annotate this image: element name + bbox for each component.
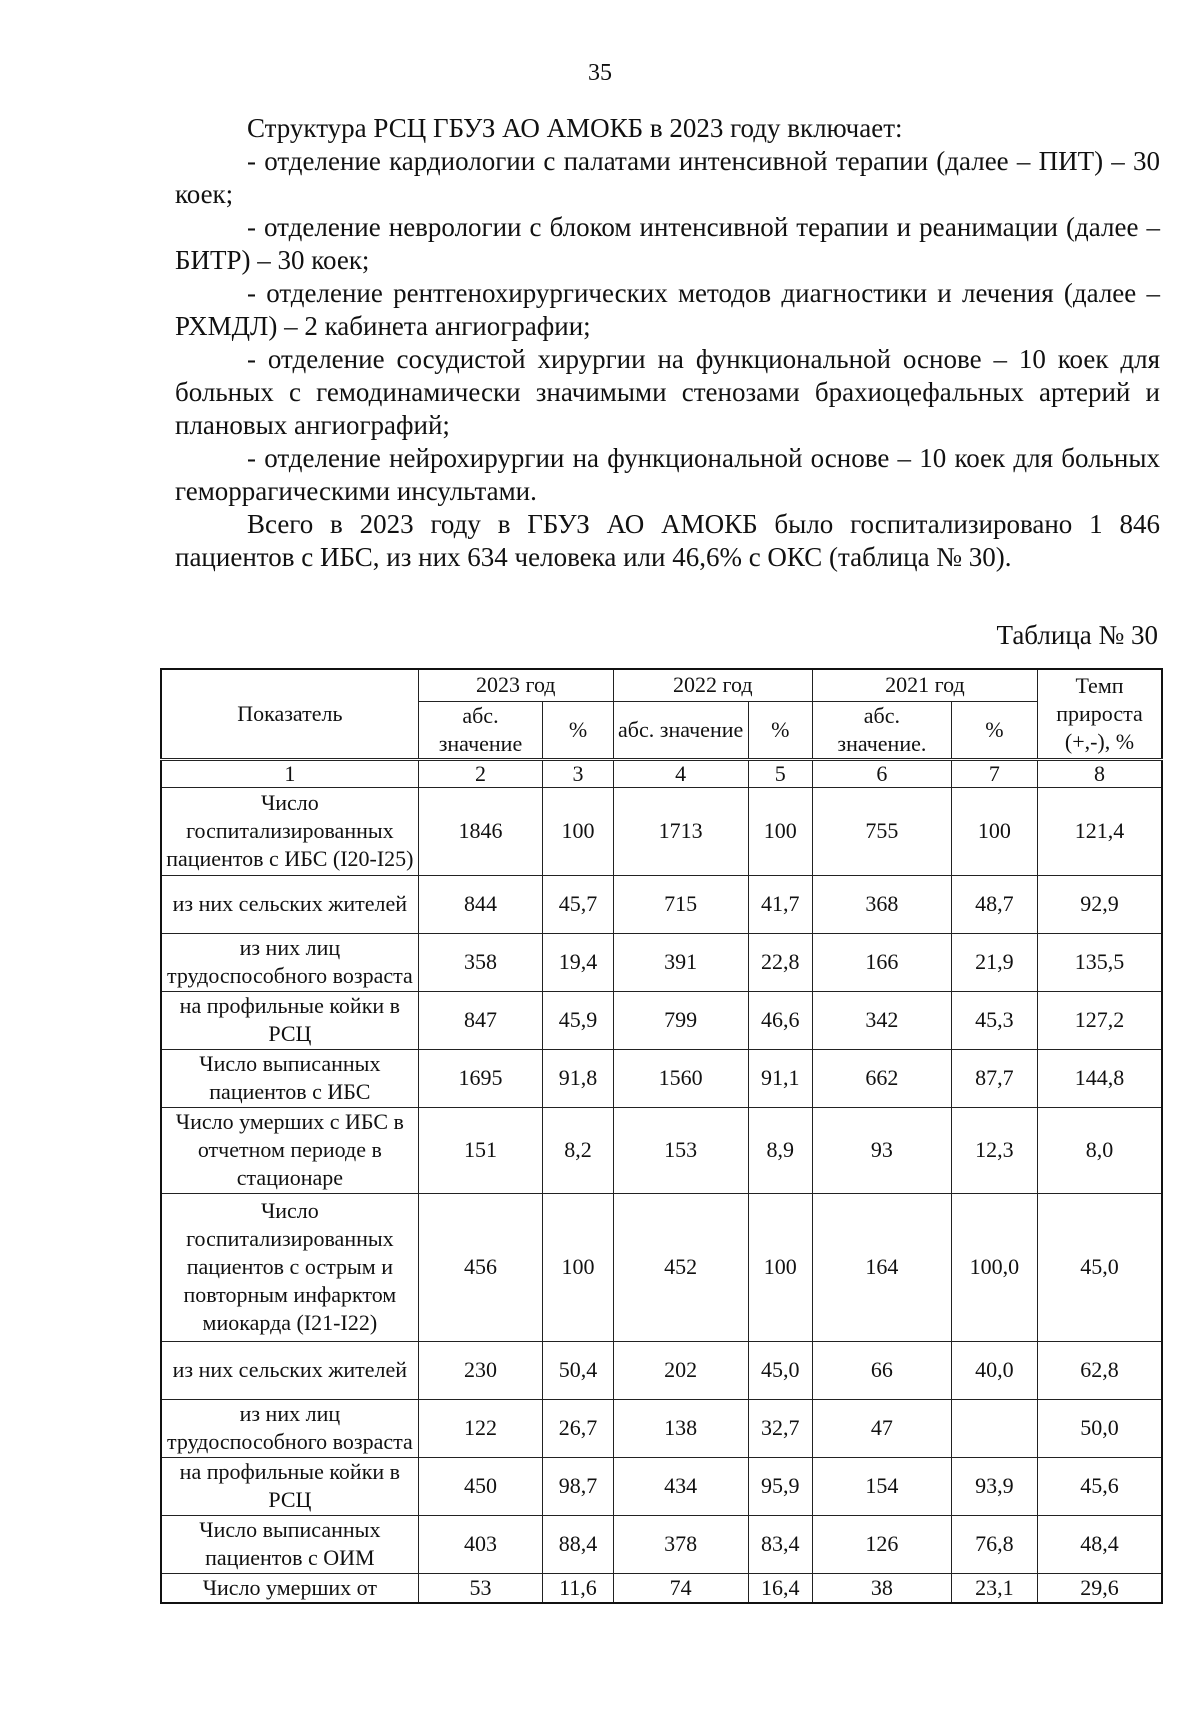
cell-pct-2022: 100 (748, 1193, 812, 1341)
table-row (161, 1193, 1162, 1341)
row-label: Число выписанных пациентов с ИБС (161, 1049, 418, 1107)
cell-abs-2023: 53 (418, 1573, 542, 1603)
cell-abs-2023: 403 (418, 1515, 542, 1573)
header-year-2022: 2022 год (613, 669, 812, 701)
cell-abs-2022: 434 (613, 1457, 748, 1515)
paragraph-neurology: - отделение неврологии с блоком интенсивной терапии и реанимации (далее – БИТР) – 30 коек; (175, 212, 1160, 275)
cell-abs-2022: 799 (613, 991, 748, 1049)
header-year-2023: 2023 год (418, 669, 613, 701)
row-label: Число госпитализированных пациентов с острым и повторным инфарктом миокарда (I21-I22) (161, 1193, 418, 1341)
cell-pct-2022: 16,4 (748, 1573, 812, 1603)
row-label: Число умерших с ИБС в отчетном периоде в стационаре (161, 1107, 418, 1193)
cell-growth: 121,4 (1037, 787, 1162, 875)
header-pct-2021: % (951, 701, 1037, 759)
cell-pct-2023: 88,4 (543, 1515, 614, 1573)
table-caption: Таблица № 30 (996, 620, 1158, 650)
cell-pct-2023: 100 (543, 787, 614, 875)
cell-abs-2021: 66 (812, 1341, 951, 1399)
cell-pct-2022: 95,9 (748, 1457, 812, 1515)
cell-abs-2021: 93 (812, 1107, 951, 1193)
row-label: Число умерших от (161, 1573, 418, 1603)
cell-pct-2023: 100 (543, 1193, 614, 1341)
body-text (175, 112, 1160, 574)
column-number: 6 (812, 759, 951, 787)
row-label: из них лиц трудоспособного возраста (161, 1399, 418, 1457)
header-indicator: Показатель (161, 669, 418, 759)
cell-abs-2022: 202 (613, 1341, 748, 1399)
header-year-2021: 2021 год (812, 669, 1037, 701)
cell-pct-2023: 91,8 (543, 1049, 614, 1107)
cell-abs-2021: 126 (812, 1515, 951, 1573)
cell-pct-2021: 87,7 (951, 1049, 1037, 1107)
row-label: из них сельских жителей (161, 875, 418, 933)
row-label: Число выписанных пациентов с ОИМ (161, 1515, 418, 1573)
table-row (161, 1107, 1162, 1193)
column-number: 2 (418, 759, 542, 787)
cell-abs-2022: 138 (613, 1399, 748, 1457)
cell-pct-2021: 21,9 (951, 933, 1037, 991)
cell-abs-2021: 38 (812, 1573, 951, 1603)
cell-pct-2021: 23,1 (951, 1573, 1037, 1603)
cell-abs-2021: 154 (812, 1457, 951, 1515)
column-number: 4 (613, 759, 748, 787)
cell-growth: 144,8 (1037, 1049, 1162, 1107)
paragraph-intro: Структура РСЦ ГБУЗ АО АМОКБ в 2023 году включает: (247, 113, 903, 143)
cell-pct-2023: 8,2 (543, 1107, 614, 1193)
cell-abs-2022: 1713 (613, 787, 748, 875)
cell-pct-2022: 32,7 (748, 1399, 812, 1457)
cell-abs-2021: 755 (812, 787, 951, 875)
cell-abs-2022: 74 (613, 1573, 748, 1603)
cell-growth: 127,2 (1037, 991, 1162, 1049)
cell-pct-2022: 22,8 (748, 933, 812, 991)
cell-pct-2021 (951, 1399, 1037, 1457)
table-row (161, 1573, 1162, 1603)
header-growth: Темп прироста (+,-), % (1037, 669, 1162, 759)
header-pct-2022: % (748, 701, 812, 759)
table-row (161, 991, 1162, 1049)
paragraph-cardiology: - отделение кардиологии с палатами интенсивной терапии (далее – ПИТ) – 30 коек; (175, 146, 1160, 209)
cell-pct-2021: 48,7 (951, 875, 1037, 933)
table-row (161, 1457, 1162, 1515)
cell-pct-2021: 100 (951, 787, 1037, 875)
paragraph-vascular-surgery: - отделение сосудистой хирургии на функциональной основе – 10 коек для больных с гемодинамически значимыми стенозами брахиоцефальных артерий и плановых ангиографий; (175, 344, 1160, 440)
table-row (161, 875, 1162, 933)
cell-abs-2022: 391 (613, 933, 748, 991)
cell-growth: 50,0 (1037, 1399, 1162, 1457)
cell-pct-2022: 100 (748, 787, 812, 875)
cell-growth: 29,6 (1037, 1573, 1162, 1603)
paragraph-neurosurgery: - отделение нейрохирургии на функциональной основе – 10 коек для больных геморрагическими инсультами. (175, 443, 1160, 506)
column-number: 8 (1037, 759, 1162, 787)
cell-pct-2021: 40,0 (951, 1341, 1037, 1399)
cell-growth: 45,0 (1037, 1193, 1162, 1341)
table-row (161, 1049, 1162, 1107)
cell-pct-2023: 45,7 (543, 875, 614, 933)
cell-abs-2023: 847 (418, 991, 542, 1049)
paragraph-xray-surgery: - отделение рентгенохирургических методов диагностики и лечения (далее – РХМДЛ) – 2 кабинета ангиографии; (175, 278, 1160, 341)
cell-pct-2021: 76,8 (951, 1515, 1037, 1573)
cell-growth: 62,8 (1037, 1341, 1162, 1399)
cell-pct-2023: 45,9 (543, 991, 614, 1049)
cell-abs-2023: 1846 (418, 787, 542, 875)
cell-growth: 92,9 (1037, 875, 1162, 933)
column-number: 3 (543, 759, 614, 787)
cell-pct-2023: 11,6 (543, 1573, 614, 1603)
cell-abs-2021: 166 (812, 933, 951, 991)
row-label: Число госпитализированных пациентов с ИБС (I20-I25) (161, 787, 418, 875)
cell-pct-2022: 91,1 (748, 1049, 812, 1107)
cell-abs-2022: 153 (613, 1107, 748, 1193)
cell-abs-2023: 450 (418, 1457, 542, 1515)
header-abs-2023: абс. значение (418, 701, 542, 759)
cell-pct-2023: 26,7 (543, 1399, 614, 1457)
cell-growth: 8,0 (1037, 1107, 1162, 1193)
row-label: из них лиц трудоспособного возраста (161, 933, 418, 991)
cell-pct-2022: 8,9 (748, 1107, 812, 1193)
row-label: на профильные койки в РСЦ (161, 991, 418, 1049)
cell-abs-2022: 1560 (613, 1049, 748, 1107)
cell-abs-2022: 452 (613, 1193, 748, 1341)
header-abs-2022: абс. значение (613, 701, 748, 759)
table-row (161, 933, 1162, 991)
statistics-table (160, 668, 1163, 1604)
cell-pct-2022: 45,0 (748, 1341, 812, 1399)
cell-growth: 45,6 (1037, 1457, 1162, 1515)
cell-pct-2021: 45,3 (951, 991, 1037, 1049)
cell-abs-2021: 368 (812, 875, 951, 933)
cell-pct-2023: 19,4 (543, 933, 614, 991)
table-row (161, 787, 1162, 875)
table-row (161, 1341, 1162, 1399)
cell-abs-2023: 456 (418, 1193, 542, 1341)
cell-abs-2023: 1695 (418, 1049, 542, 1107)
cell-abs-2023: 230 (418, 1341, 542, 1399)
cell-abs-2021: 342 (812, 991, 951, 1049)
paragraph-summary: Всего в 2023 году в ГБУЗ АО АМОКБ было госпитализировано 1 846 пациентов с ИБС, из них 634 человека или 46,6% с ОКС (таблица № 30). (175, 509, 1160, 572)
page-number: 35 (588, 60, 612, 86)
cell-pct-2021: 100,0 (951, 1193, 1037, 1341)
column-number: 1 (161, 759, 418, 787)
cell-abs-2023: 358 (418, 933, 542, 991)
row-label: на профильные койки в РСЦ (161, 1457, 418, 1515)
cell-growth: 135,5 (1037, 933, 1162, 991)
cell-abs-2021: 662 (812, 1049, 951, 1107)
cell-abs-2023: 122 (418, 1399, 542, 1457)
table-row (161, 1515, 1162, 1573)
cell-growth: 48,4 (1037, 1515, 1162, 1573)
column-number: 7 (951, 759, 1037, 787)
column-number: 5 (748, 759, 812, 787)
column-number-row (161, 759, 1162, 787)
cell-abs-2021: 164 (812, 1193, 951, 1341)
header-pct-2023: % (543, 701, 614, 759)
cell-pct-2022: 83,4 (748, 1515, 812, 1573)
cell-pct-2022: 41,7 (748, 875, 812, 933)
cell-pct-2021: 93,9 (951, 1457, 1037, 1515)
cell-abs-2022: 715 (613, 875, 748, 933)
cell-pct-2023: 50,4 (543, 1341, 614, 1399)
cell-abs-2023: 151 (418, 1107, 542, 1193)
cell-abs-2022: 378 (613, 1515, 748, 1573)
cell-pct-2022: 46,6 (748, 991, 812, 1049)
cell-abs-2021: 47 (812, 1399, 951, 1457)
table-row (161, 1399, 1162, 1457)
cell-abs-2023: 844 (418, 875, 542, 933)
row-label: из них сельских жителей (161, 1341, 418, 1399)
cell-pct-2023: 98,7 (543, 1457, 614, 1515)
cell-pct-2021: 12,3 (951, 1107, 1037, 1193)
header-abs-2021: абс. значение. (812, 701, 951, 759)
